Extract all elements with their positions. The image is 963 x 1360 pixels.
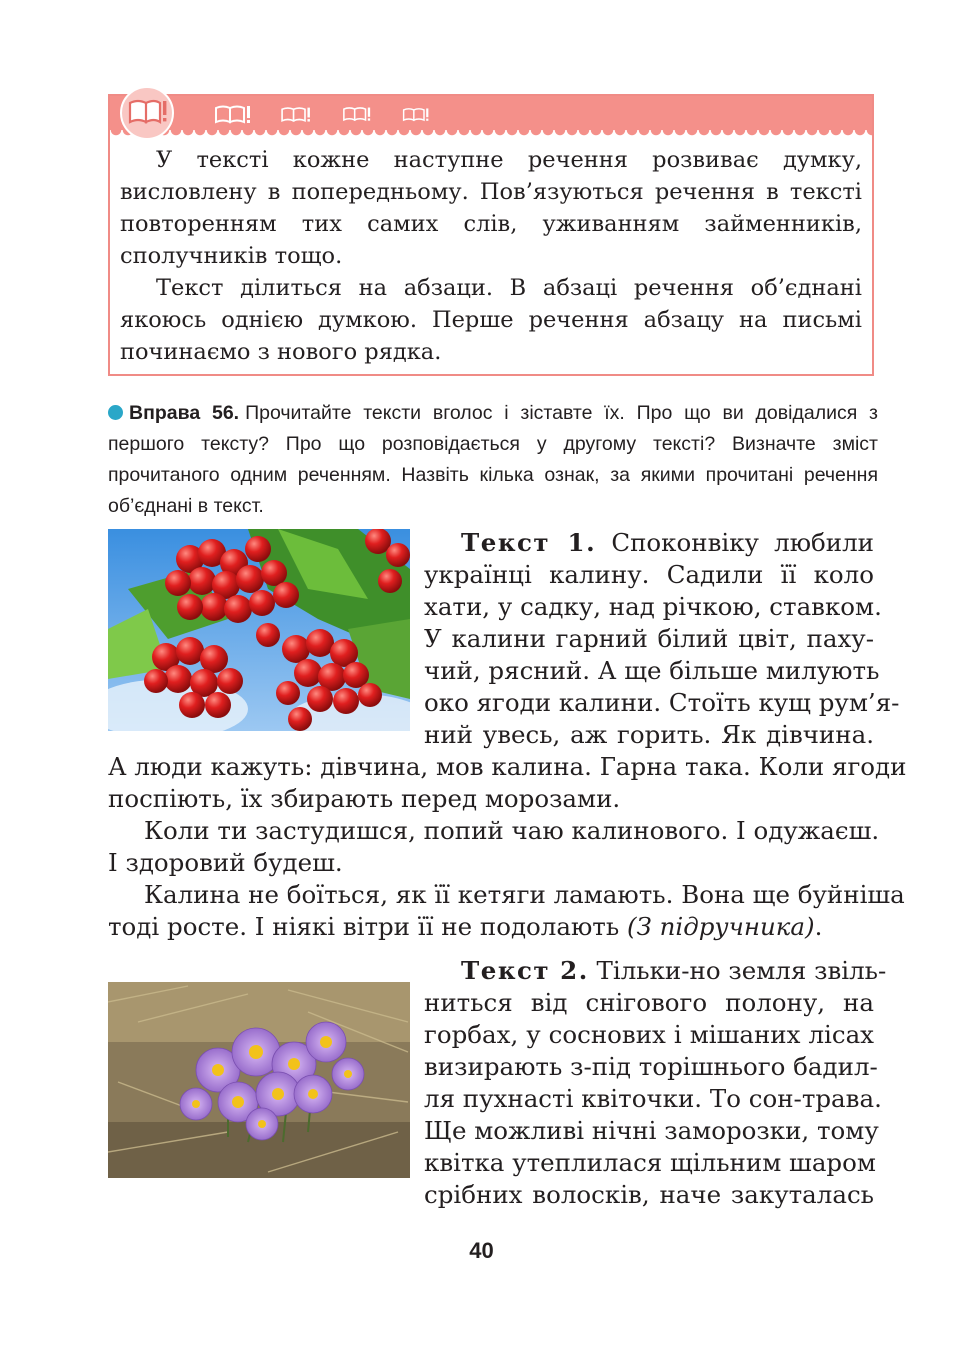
text2-line-8: срібних волосків, наче закуталась [424,1180,874,1209]
viburnum-photo [108,529,410,731]
text1-heading: Текст 1. [461,528,597,557]
exercise-label: Вправа 56. [129,402,240,424]
text2-line-2: ниться від снігового полону, на [424,988,874,1017]
rule-paragraph-2: Текст ділиться на абзаци. В абзаці речення об’єднані якоюсь однією думкою. Перше речення абзацу на письмі починаємо з нового рядка. [120,275,862,365]
text1-line-5: чий, рясний. А ще більше милують [424,656,880,685]
text1-line-4: У калини гарний білий цвіт, паху- [424,624,874,653]
rule-paragraph-1: У тексті кожне наступне речення розвиває думку, висловлену в попередньому. Пов’язуються речення в тексті повторенням тих самих слів, уживанням займенників, сполучників тощо. [120,147,862,269]
rule-header [110,96,872,130]
page-number: 40 [469,1238,494,1263]
exercise-bullet-dot [108,405,123,420]
text2-line-6: Ще можливі нічні заморозки, тому [424,1116,879,1145]
text1-line-2: українці калину. Садили її коло [424,560,874,589]
text1-line-1: Текст 1. Споконвіку любили [461,528,875,557]
text2-line-4: визирають з-під торішнього бадил- [424,1052,878,1081]
book-exclamation-icon [214,104,252,126]
rule-badge [120,86,174,140]
book-exclamation-icon [342,106,372,123]
text2-heading: Текст 2. [461,956,589,985]
text1-line-12: Калина не боїться, як її кетяги ламають. Вона ще буйніша [144,880,905,909]
text1-line-8: А люди кажуть: дівчина, мов калина. Гарна така. Коли ягоди [108,752,907,781]
text1-line-13: тоді росте. І ніякі вітри її не подолають (З підручника). [108,912,823,941]
text2-line-7: квітка утеплилася щільним шаром [424,1148,876,1177]
book-exclamation-icon [280,106,312,124]
text2-line-1: Текст 2. Тільки-но земля звіль- [461,956,887,985]
text1-source: (З підручника) [626,912,815,941]
text1-line-11: І здоровий будеш. [108,848,343,877]
rule-box [108,94,874,376]
rule-header-scallop [110,130,872,138]
pasque-flower-photo [108,982,410,1178]
text1-line-3: хати, у садку, над річкою, ставком. [424,592,882,621]
text2-line-5: ля пухнасті квіточки. То сон-трава. [424,1084,882,1113]
text1-line-7: ний увесь, аж горить. Як дівчина. [424,720,874,749]
exercise-56 [108,398,878,522]
book-exclamation-icon [402,107,430,123]
exercise-instructions: Прочитайте тексти вголос і зіставте їх. Про що ви довідалися з першого тексту? Про що розповідається у другому тексті? Визначте зміст прочитаного одним реченням. Назвіть кілька ознак, за якими прочитані речення об’єднані в текст. [108,402,878,517]
open-book-exclamation-icon [128,98,168,126]
text1-line-6: око ягоди калини. Стоїть кущ рум’я- [424,688,900,717]
text2-line-3: горбах, у соснових і мішаних лісах [424,1020,874,1049]
text1-line-10: Коли ти застудишся, попий чаю калинового. І одужаєш. [144,816,880,845]
text1-line-9: поспіють, їх збирають перед морозами. [108,784,621,813]
rule-text [120,144,862,368]
